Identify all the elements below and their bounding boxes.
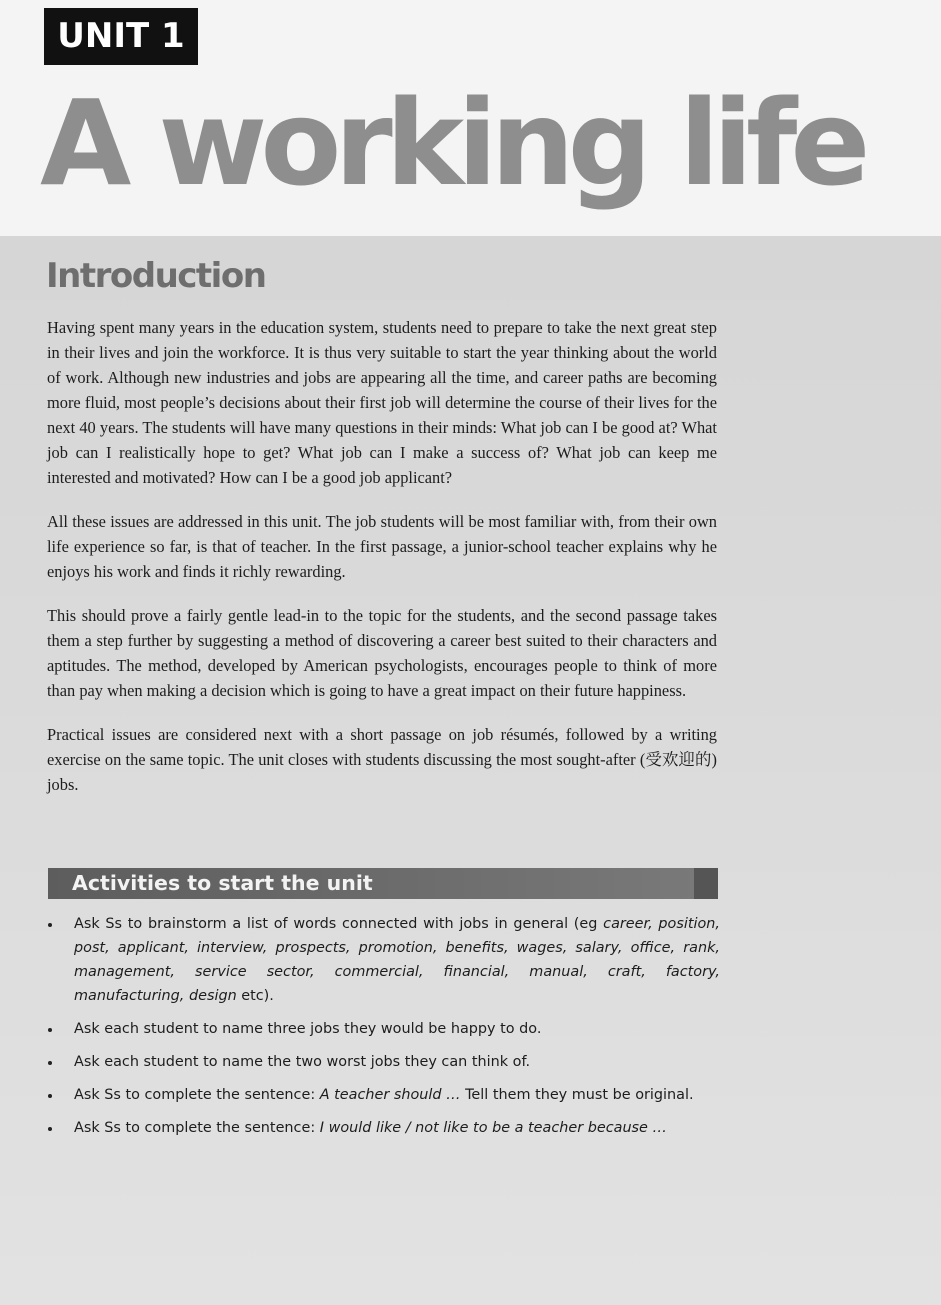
list-item: [48, 1083, 720, 1107]
activities-header-bar: [48, 868, 718, 899]
item-text: Ask Ss to brainstorm a list of words connected with jobs in general (eg: [74, 916, 604, 932]
intro-paragraph: Practical issues are considered next with a short passage on job résumés, followed by a writing exercise on the same topic. The unit closes with students discussing the most sought-after (受欢迎的) jobs.: [47, 725, 717, 794]
list-item: [48, 1050, 720, 1074]
item-example-words: career, position, post, applicant, interview, prospects, promotion, benefits, wages, salary, office, rank, management, service sector, commercial, financial, manual, craft, factory, manufacturing, design: [74, 916, 720, 1004]
intro-paragraph: All these issues are addressed in this unit. The job students will be most familiar with, from their own life experience so far, is that of teacher. In the first passage, a junior-school teacher explains why he enjoys his work and finds it richly rewarding.: [47, 512, 717, 581]
activities-list: [48, 912, 720, 1149]
item-text: etc).: [236, 988, 274, 1004]
item-text: Ask Ss to complete the sentence:: [74, 1120, 320, 1136]
item-text: Ask each student to name the two worst jobs they can think of.: [74, 1054, 531, 1070]
header-bar-edge: [694, 868, 718, 899]
intro-paragraph: This should prove a fairly gentle lead-in to the topic for the students, and the second passage takes them a step further by suggesting a method of discovering a career best suited to their characters and aptitudes. The method, developed by American psychologists, encourages people to think of more than pay when making a decision which is going to have a great impact on their future happiness.: [47, 606, 717, 700]
list-item: [48, 912, 720, 1008]
item-text: Ask each student to name three jobs they would be happy to do.: [74, 1021, 542, 1037]
list-item: [48, 1017, 720, 1041]
introduction-body: [47, 315, 717, 816]
intro-paragraph: Having spent many years in the education system, students need to prepare to take the next great step in their lives and join the workforce. It is thus very suitable to start the year thinking about the world of work. Although new industries and jobs are appearing all the time, and career paths are becoming more fluid, most people’s decisions about their first job will determine the course of their lives for the next 40 years. The students will have many questions in their minds: What job can I be good at? What job can I realistically hope to get? What job can I make a success of? What job can keep me interested and motivated? How can I be a good job applicant?: [47, 318, 717, 487]
item-text: Tell them they must be original.: [460, 1087, 694, 1103]
item-text: Ask Ss to complete the sentence:: [74, 1087, 320, 1103]
item-sentence-starter: A teacher should …: [319, 1087, 461, 1103]
item-sentence-starter: I would like / not like to be a teacher because …: [319, 1120, 667, 1136]
page-title: A working life: [40, 74, 864, 212]
activities-heading: Activities to start the unit: [72, 871, 373, 895]
unit-label: UNIT 1: [44, 8, 198, 65]
introduction-heading: Introduction: [46, 256, 266, 296]
list-item: [48, 1116, 720, 1140]
